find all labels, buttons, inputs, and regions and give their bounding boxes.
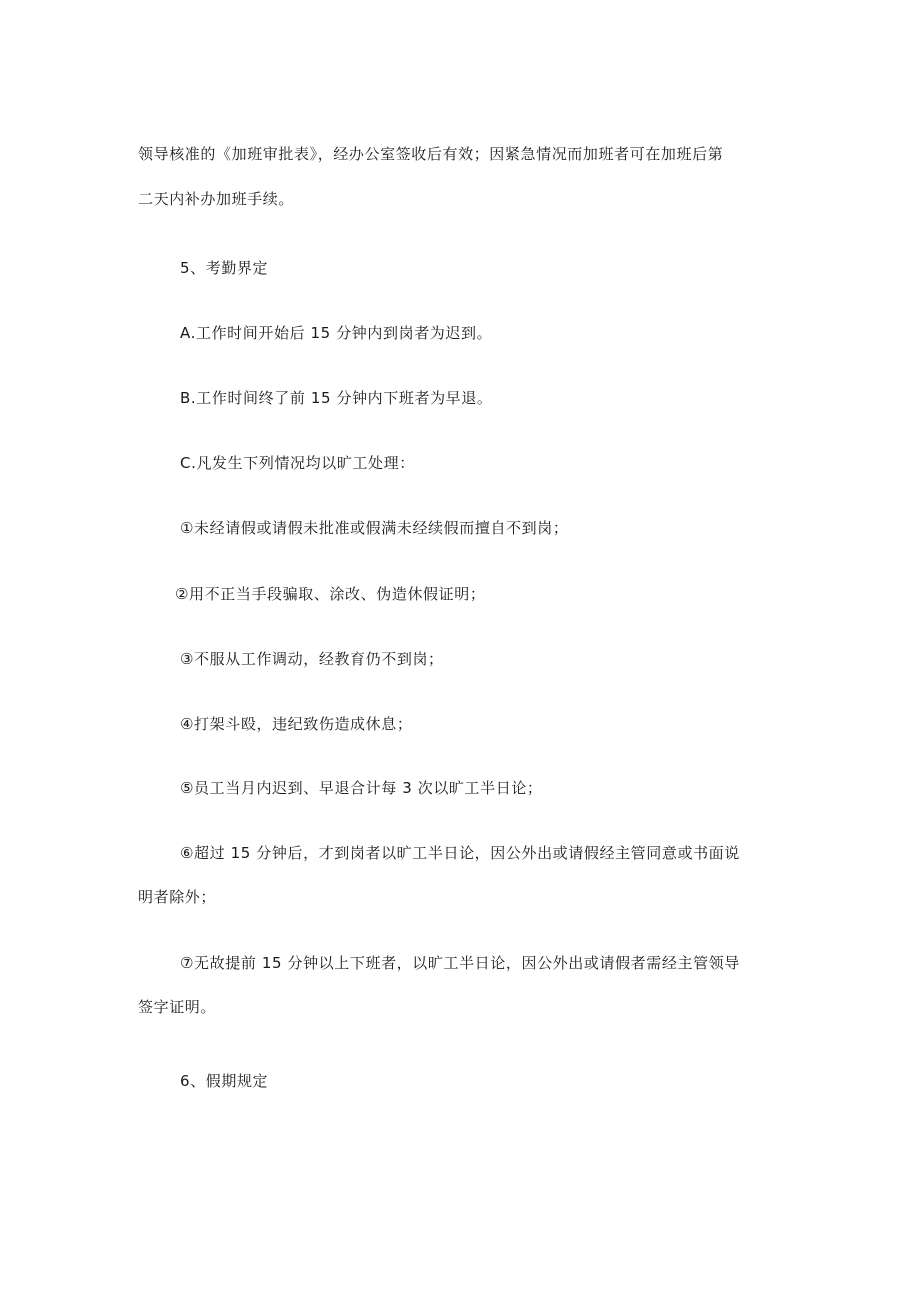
absence-case-6-line-1: ⑥超过 15 分钟后，才到岗者以旷工半日论，因公外出或请假经主管同意或书面说 [180, 844, 740, 862]
absence-case-1: ①未经请假或请假未批准或假满未经续假而擅自不到岗； [180, 519, 569, 537]
absence-case-4: ④打架斗殴，违纪致伤造成休息； [180, 715, 413, 733]
absence-case-6-line-2: 明者除外； [138, 888, 217, 906]
section-6-heading: 6、假期规定 [180, 1072, 269, 1090]
absence-case-7-line-2: 签字证明。 [138, 998, 217, 1016]
absence-case-5: ⑤员工当月内迟到、早退合计每 3 次以旷工半日论； [180, 779, 543, 797]
absence-case-7-line-1: ⑦无故提前 15 分钟以上下班者，以旷工半日论，因公外出或请假者需经主管领导 [180, 954, 740, 972]
item-c-absence: C.凡发生下列情况均以旷工处理： [180, 454, 415, 472]
absence-case-3: ③不服从工作调动，经教育仍不到岗； [180, 650, 444, 668]
absence-case-2: ②用不正当手段骗取、涂改、伪造休假证明； [175, 585, 486, 603]
section-5-heading: 5、考勤界定 [180, 259, 269, 277]
overtime-paragraph-line-1: 领导核准的《加班审批表》，经办公室签收后有效；因紧急情况而加班者可在加班后第 [138, 145, 724, 163]
overtime-paragraph-line-2: 二天内补办加班手续。 [138, 190, 295, 208]
item-b-early-leave: B.工作时间终了前 15 分钟内下班者为早退。 [180, 389, 493, 407]
item-a-late: A.工作时间开始后 15 分钟内到岗者为迟到。 [180, 324, 493, 342]
